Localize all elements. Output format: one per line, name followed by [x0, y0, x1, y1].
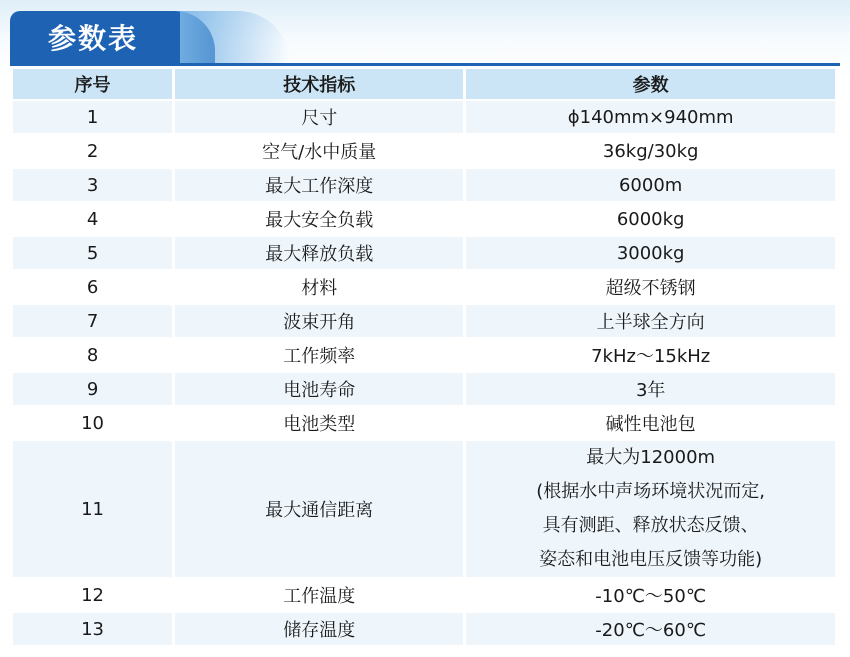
table-row	[13, 441, 835, 577]
table-row	[13, 237, 835, 269]
row-number: 5	[13, 237, 172, 269]
table-row	[13, 271, 835, 303]
banner-decoration	[180, 11, 290, 63]
table-row	[13, 169, 835, 201]
row-spec: 电池寿命	[175, 373, 463, 405]
row-spec: 最大释放负载	[175, 237, 463, 269]
table-row	[13, 101, 835, 133]
row-value: 超级不锈钢	[466, 271, 835, 303]
header-value: 参数	[466, 69, 835, 99]
row-value: 6000kg	[466, 203, 835, 235]
value-line: 具有测距、释放状态反馈、	[542, 515, 759, 536]
parameter-table	[10, 67, 838, 647]
row-spec: 最大通信距离	[175, 441, 463, 577]
table-row	[13, 373, 835, 405]
row-number: 6	[13, 271, 172, 303]
header-spec: 技术指标	[175, 69, 463, 99]
table-row	[13, 579, 835, 611]
value-line: 最大为12000m	[586, 447, 716, 468]
table-row	[13, 305, 835, 337]
row-spec: 最大安全负载	[175, 203, 463, 235]
table-row	[13, 613, 835, 645]
row-number: 13	[13, 613, 172, 645]
table-row	[13, 135, 835, 167]
table-row	[13, 203, 835, 235]
row-value: 上半球全方向	[466, 305, 835, 337]
table-row	[13, 339, 835, 371]
row-number: 3	[13, 169, 172, 201]
row-value: -20℃～60℃	[466, 613, 835, 645]
page-title: 参数表	[48, 22, 139, 55]
row-value-multiline	[466, 441, 835, 577]
row-spec: 最大工作深度	[175, 169, 463, 201]
row-value: 6000m	[466, 169, 835, 201]
row-spec: 空气/水中质量	[175, 135, 463, 167]
row-value: 7kHz～15kHz	[466, 339, 835, 371]
row-value: -10℃～50℃	[466, 579, 835, 611]
row-number: 4	[13, 203, 172, 235]
title-underline	[10, 63, 840, 66]
row-number: 7	[13, 305, 172, 337]
row-spec: 尺寸	[175, 101, 463, 133]
row-number: 11	[13, 441, 172, 577]
row-value: ϕ140mm×940mm	[466, 101, 835, 133]
row-spec: 储存温度	[175, 613, 463, 645]
row-value: 碱性电池包	[466, 407, 835, 439]
row-value: 36kg/30kg	[466, 135, 835, 167]
row-value: 3年	[466, 373, 835, 405]
row-number: 8	[13, 339, 172, 371]
row-spec: 波束开角	[175, 305, 463, 337]
header-number: 序号	[13, 69, 172, 99]
row-number: 9	[13, 373, 172, 405]
row-spec: 工作频率	[175, 339, 463, 371]
value-line: 姿态和电池电压反馈等功能)	[539, 549, 763, 570]
row-spec: 材料	[175, 271, 463, 303]
row-number: 12	[13, 579, 172, 611]
row-number: 2	[13, 135, 172, 167]
row-spec: 工作温度	[175, 579, 463, 611]
row-value: 3000kg	[466, 237, 835, 269]
row-number: 1	[13, 101, 172, 133]
value-line: (根据水中声场环境状况而定,	[536, 481, 766, 502]
row-spec: 电池类型	[175, 407, 463, 439]
row-number: 10	[13, 407, 172, 439]
table-row	[13, 407, 835, 439]
table-header-row	[13, 69, 835, 99]
